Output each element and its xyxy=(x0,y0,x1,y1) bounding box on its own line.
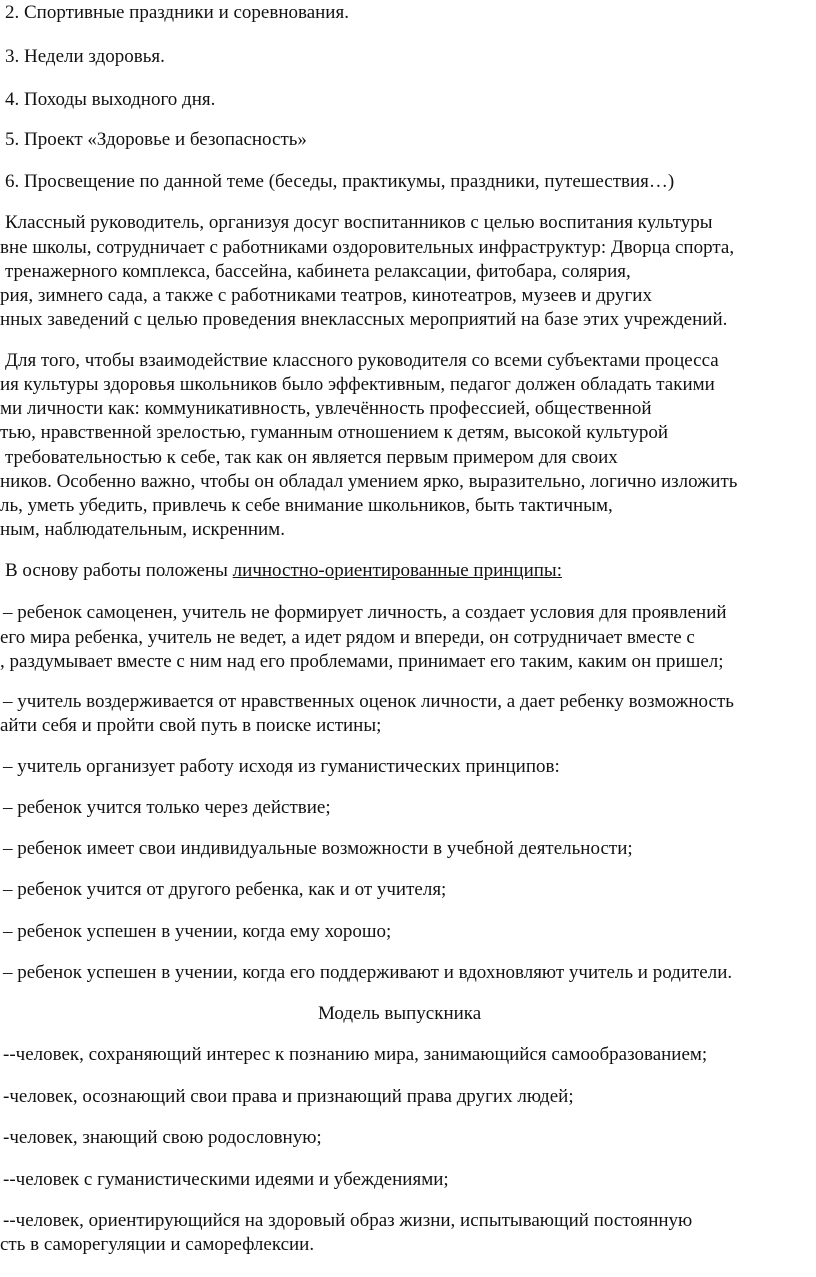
principle-line: – ребенок учится только через действие; xyxy=(3,797,331,818)
principle-line: его мира ребенка, учитель не ведет, а идет рядом и впереди, он сотрудничает вместе с xyxy=(0,627,695,648)
principle-line: – учитель воздерживается от нравственных оценок личности, а дает ребенку возможность xyxy=(3,691,734,712)
principle-line: – ребенок учится от другого ребенка, как и от учителя; xyxy=(3,879,447,900)
principle-line: – ребенок успешен в учении, когда его поддерживают и вдохновляют учитель и родители. xyxy=(3,962,733,983)
model-item: -человек, знающий свою родословную; xyxy=(3,1127,322,1148)
paragraph-line: ников. Особенно важно, чтобы он обладал умением ярко, выразительно, логично изложить xyxy=(0,471,738,492)
paragraph-line: ия культуры здоровья школьников было эффективным, педагог должен обладать такими xyxy=(0,374,715,395)
list-item: 5. Проект «Здоровье и безопасность» xyxy=(5,129,307,150)
paragraph-line: ным, наблюдательным, искренним. xyxy=(0,519,285,540)
model-item: -человек, осознающий свои права и признающий права других людей; xyxy=(3,1086,574,1107)
principle-line: – ребенок имеет свои индивидуальные возможности в учебной деятельности; xyxy=(3,838,633,859)
paragraph-line: рия, зимнего сада, а также с работниками театров, кинотеатров, музеев и других xyxy=(0,285,652,306)
principle-line: – ребенок успешен в учении, когда ему хорошо; xyxy=(3,921,392,942)
model-item: сть в саморегуляции и саморефлексии. xyxy=(0,1234,315,1255)
paragraph-line: Для того, чтобы взаимодействие классного руководителя со всеми субъектами процесса xyxy=(5,350,719,371)
paragraph-line: тренажерного комплекса, бассейна, кабинета релаксации, фитобара, солярия, xyxy=(5,261,631,282)
paragraph-line: вне школы, сотрудничает с работниками оздоровительных инфраструктур: Дворца спорта, xyxy=(0,237,735,258)
principles-underlined: личностно-ориентированные принципы: xyxy=(232,560,562,581)
paragraph-line: ль, уметь убедить, привлечь к себе внимание школьников, быть тактичным, xyxy=(0,495,613,516)
paragraph-line: требовательностью к себе, так как он является первым примером для своих xyxy=(5,447,618,468)
principles-heading xyxy=(5,560,562,582)
list-item: 6. Просвещение по данной теме (беседы, практикумы, праздники, путешествия…) xyxy=(5,171,675,192)
list-item: 2. Спортивные праздники и соревнования. xyxy=(5,2,349,23)
principles-intro: В основу работы положены xyxy=(5,560,233,581)
paragraph-line: Классный руководитель, организуя досуг воспитанников с целью воспитания культуры xyxy=(5,212,713,233)
model-item: --человек, ориентирующийся на здоровый образ жизни, испытывающий постоянную xyxy=(3,1210,693,1231)
list-item: 3. Недели здоровья. xyxy=(5,46,165,67)
principle-line: , раздумывает вместе с ним над его проблемами, принимает его таким, каким он пришел; xyxy=(0,651,724,672)
model-item: --человек с гуманистическими идеями и убеждениями; xyxy=(3,1169,449,1190)
paragraph-line: нных заведений с целью проведения внеклассных мероприятий на базе этих учреждений. xyxy=(0,309,728,330)
paragraph-line: тью, нравственной зрелостью, гуманным отношением к детям, высокой культурой xyxy=(0,422,668,443)
principle-line: айти себя и пройти свой путь в поиске истины; xyxy=(0,715,382,736)
principle-line: – учитель организует работу исходя из гуманистических принципов: xyxy=(3,756,560,777)
paragraph-line: ми личности как: коммуникативность, увлечённость профессией, общественной xyxy=(0,398,652,419)
list-item: 4. Походы выходного дня. xyxy=(5,89,216,110)
model-item: --человек, сохраняющий интерес к познанию мира, занимающийся самообразованием; xyxy=(3,1044,708,1065)
principle-line: – ребенок самоценен, учитель не формирует личность, а создает условия для проявлений xyxy=(3,602,727,623)
section-title: Модель выпускника xyxy=(318,1003,482,1024)
